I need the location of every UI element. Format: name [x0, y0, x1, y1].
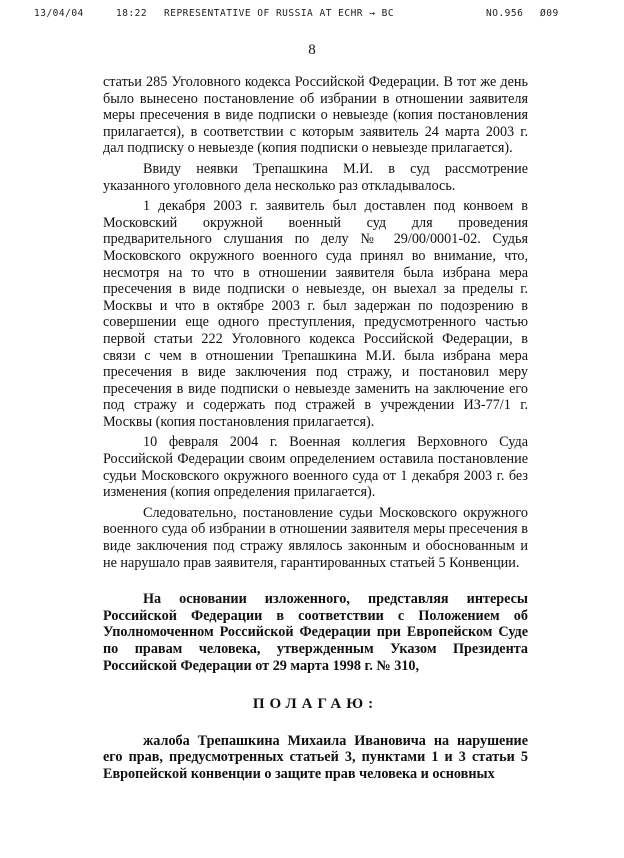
fax-page: Ø09	[540, 8, 559, 19]
page-number: 8	[308, 42, 316, 58]
fax-time: 18:22	[116, 8, 148, 19]
document-body	[103, 74, 528, 787]
paragraph-postponement: Ввиду неявки Трепашкина М.И. в суд рассмотрение указанного уголовного дела несколько раз откладывалось.	[103, 160, 528, 194]
fax-number: NO.956	[486, 8, 524, 19]
paragraph-feb-2004: 10 февраля 2004 г. Военная коллегия Верховного Суда Российской Федерации своим определением оставила постановление судьи Московского окружного военного суда от 1 декабря 2003 г. без изменения (копия определения прилагается).	[103, 434, 528, 501]
paragraph-complaint: жалоба Трепашкина Михаила Ивановича на нарушение его прав, предусмотренных статьей 3, пунктами 1 и 3 статьи 5 Европейской конвенции о защите прав человека и основных	[103, 732, 528, 782]
paragraph-continuation: статьи 285 Уголовного кодекса Российской Федерации. В тот же день было вынесено постановление об избрании в отношении заявителя меры пресечения в виде подписки о невыезде (копия постановления прилагается), в соответствии с которым заявитель 24 марта 2003 г. дал подписку о невыезде (копия подписки о невыезде прилагается).	[103, 74, 528, 157]
paragraph-conclusion: Следовательно, постановление судьи Московского окружного военного суда об избрании в отношении заявителя меры пресечения в виде заключения под стражу являлось законным и обоснованным и не нарушало прав заявителя, гарантированных статьей 5 Конвенции.	[103, 504, 528, 571]
paragraph-basis: На основании изложенного, представляя интересы Российской Федерации в соответствии с Положением об Уполномоченном Российской Федерации при Европейском Суде по правам человека, утвержденным Указом Президента Российской Федерации от 29 марта 1998 г. № 310,	[103, 591, 528, 674]
fax-sender: REPRESENTATIVE OF RUSSIA AT ECHR → BC	[164, 8, 395, 19]
fax-date: 13/04/04	[34, 8, 84, 19]
fax-header	[0, 8, 624, 24]
resolution-heading: ПОЛАГАЮ:	[252, 696, 379, 713]
paragraph-dec-2003: 1 декабря 2003 г. заявитель был доставлен под конвоем в Московский окружной военный суд для проведения предварительного слушания по делу № 29/00/0001-02. Судья Московского окружного военного суда принял во внимание, что, несмотря на то что в отношении заявителя была избрана мера пресечения в виде подписки о невыезде, он выехал за пределы г. Москвы и что в октябре 2003 г. был задержан по подозрению в совершении еще одного преступления, предусмотренного частью первой статьи 222 Уголовного кодекса Российской Федерации, в связи с чем в отношении Трепашкина М.И. была избрана мера пресечения в виде заключения под стражу, и постановил меру пресечения в виде подписки о невыезде заменить на заключение его под стражу и содержать под стражей в учреждении ИЗ-77/1 г. Москвы (копия постановления прилагается).	[103, 198, 528, 430]
